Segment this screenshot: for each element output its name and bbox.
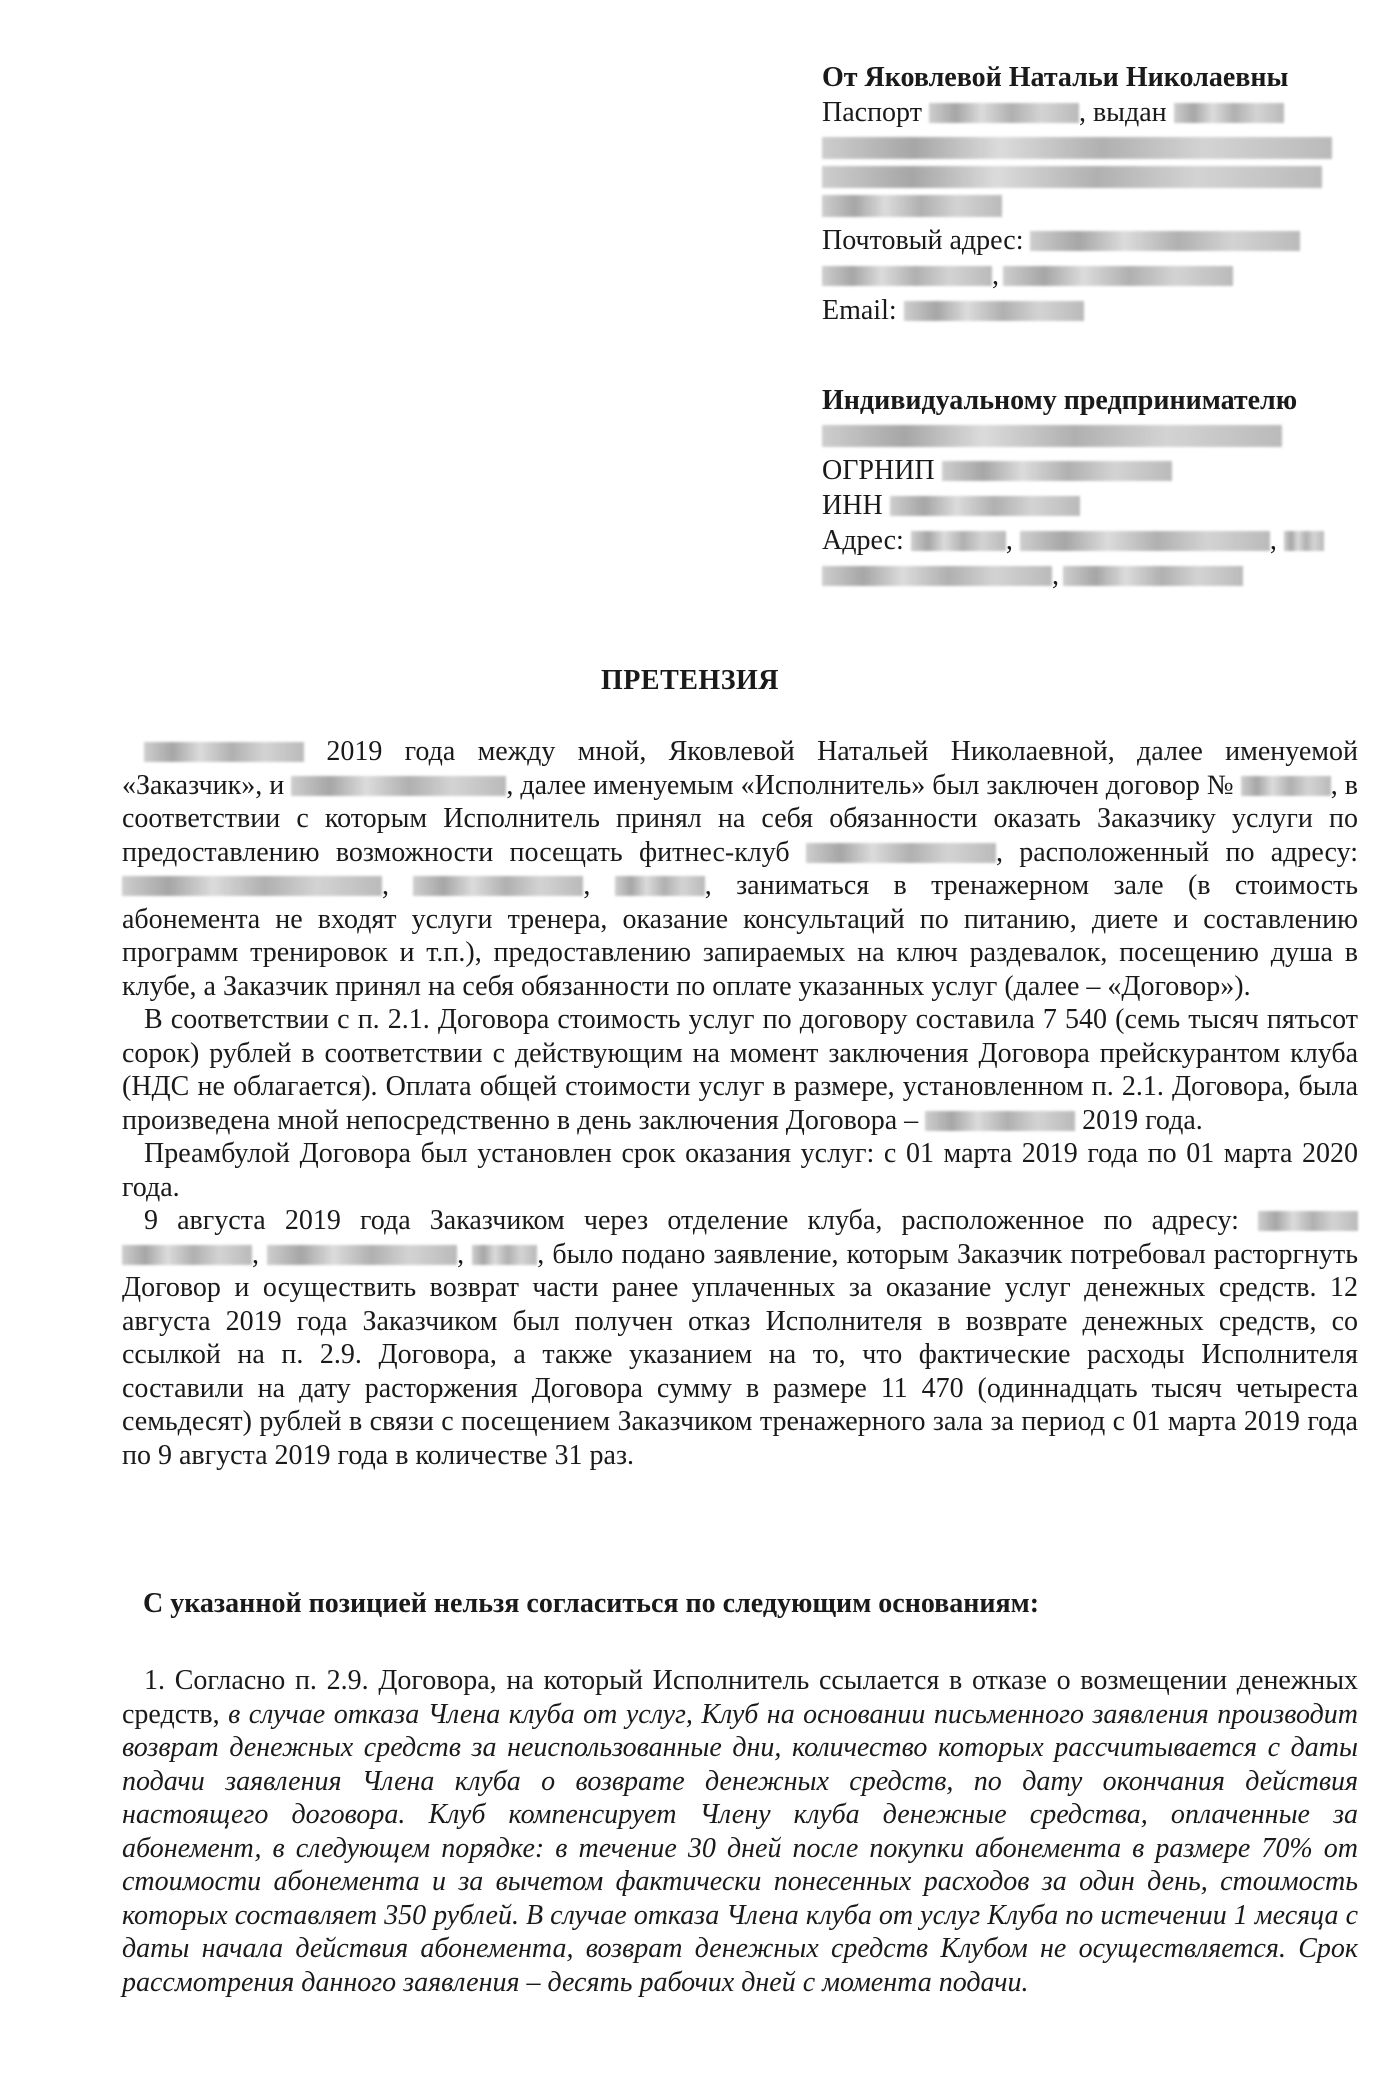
email-label: Email: bbox=[822, 295, 897, 326]
comma: , bbox=[1269, 525, 1277, 556]
postal-address-line-2 bbox=[822, 258, 1342, 293]
redacted-email bbox=[904, 301, 1084, 321]
comma: , bbox=[1005, 525, 1013, 556]
inn-label: ИНН bbox=[822, 490, 883, 521]
passport-line bbox=[822, 95, 1342, 130]
issued-label: , выдан bbox=[1078, 97, 1167, 128]
redacted-issuer-line-1 bbox=[822, 137, 1332, 159]
paragraph-1-text-c: , в соответствии с которым Исполнитель принял на себя обязанности оказать Заказчику услуги по предоставлению возможности посещать фитнес-клуб bbox=[122, 769, 1358, 868]
sender-name: От Яковлевой Натальи Николаевны bbox=[822, 62, 1289, 93]
paragraph-1-text-e: , bbox=[382, 870, 389, 901]
address-line bbox=[822, 523, 1342, 558]
redacted-branch-address-1 bbox=[1258, 1211, 1358, 1231]
redacted-address-5 bbox=[1063, 566, 1243, 586]
redacted-postal-address-2b bbox=[1003, 266, 1233, 286]
redacted-date bbox=[144, 742, 304, 762]
redacted-address-3 bbox=[1284, 531, 1324, 551]
redacted-issuer bbox=[1174, 103, 1284, 123]
redacted-branch-address-4 bbox=[472, 1245, 537, 1265]
redacted-issuer-line-3 bbox=[822, 195, 1002, 217]
redacted-club-address-1 bbox=[122, 876, 382, 896]
redacted-issuer-line-2 bbox=[822, 166, 1322, 188]
inn-line bbox=[822, 488, 1342, 523]
redacted-passport-number bbox=[929, 103, 1079, 123]
paragraph-1-text-b: , далее именуемым «Исполнитель» был заключен договор № bbox=[506, 769, 1234, 801]
item-1-quoted-clause: в случае отказа Члена клуба от услуг, Клуб на основании письменного заявления производит возврат денежных средств за неиспользованные дни, количество которых рассчитывается с даты подачи заявления Члена клуба о возврате денежных средств, по дату окончания действия настоящего договора. Клуб компенсирует Члену клуба денежные средства, оплаченные за абонемент, в следующем порядке: в течение 30 дней после покупки абонемента в размере 70% от стоимости абонемента и за вычетом фактически понесенных расходов за один день, стоимость которых составляет 350 рублей. В случае отказа Члена клуба от услуг Клуба по истечении 1 месяца с даты начала действия абонемента, возврат денежных средств Клубом не осуществляется. Срок рассмотрения данного заявления – десять рабочих дней с момента подачи. bbox=[122, 1698, 1358, 1998]
claim-body bbox=[122, 735, 1358, 1472]
comma: , bbox=[992, 260, 999, 291]
paragraph-1-text-d: , расположенный по адресу: bbox=[995, 836, 1358, 868]
redacted-branch-address-2 bbox=[122, 1245, 252, 1265]
paragraph-4-text-a: 9 августа 2019 года Заказчиком через отделение клуба, расположенное по адресу: bbox=[144, 1205, 1239, 1236]
redacted-address-4 bbox=[822, 566, 1052, 586]
address-label: Адрес: bbox=[822, 525, 904, 556]
paragraph-1 bbox=[122, 735, 1358, 1003]
redacted-postal-address bbox=[1030, 231, 1300, 251]
document-title: ПРЕТЕНЗИЯ bbox=[601, 665, 779, 696]
address-line-2 bbox=[822, 558, 1342, 593]
redacted-branch-address-3 bbox=[267, 1245, 457, 1265]
objection-item-1 bbox=[122, 1664, 1358, 1999]
paragraph-3: Преамбулой Договора был установлен срок оказания услуг: с 01 марта 2019 года по 01 марта 2020 года. bbox=[122, 1138, 1358, 1203]
redacted-address-2 bbox=[1020, 531, 1270, 551]
redacted-club-address-3 bbox=[615, 876, 705, 896]
paragraph-4-text-b: , bbox=[252, 1238, 259, 1270]
paragraph-1-text-f: , bbox=[583, 870, 591, 901]
item-1-plain-text: 1. Согласно п. 2.9. Договора, на который Исполнитель ссылается в отказе о возмещении денежных средств, bbox=[122, 1665, 1358, 1730]
recipient-block bbox=[822, 383, 1342, 593]
item-1-paragraph bbox=[122, 1664, 1358, 1999]
redacted-executor-name bbox=[291, 776, 506, 796]
paragraph-2-text-a: В соответствии с п. 2.1. Договора стоимость услуг по договору составила 7 540 (семь тысяч пятьсот сорок) рублей в соответствии с действующим на момент заключения Договора прейскурантом клуба (НДС не облагается). Оплата общей стоимости услуг в размере, установленном п. 2.1. Договора, была произведена мной непосредственно в день заключения Договора – bbox=[122, 1004, 1358, 1136]
postal-address-line bbox=[822, 223, 1342, 258]
redacted-inn bbox=[890, 496, 1080, 516]
postal-label: Почтовый адрес: bbox=[822, 225, 1024, 256]
paragraph-2 bbox=[122, 1003, 1358, 1137]
email-line bbox=[822, 293, 1342, 328]
sender-block bbox=[822, 60, 1342, 328]
ogrnip-label: ОГРНИП bbox=[822, 455, 935, 486]
paragraph-1-text-a: 2019 года между мной, Яковлевой Натальей Николаевной, далее именуемой «Заказчик», и bbox=[122, 736, 1358, 801]
comma: , bbox=[1052, 560, 1059, 591]
redacted-recipient-name bbox=[822, 425, 1282, 447]
redacted-contract-number bbox=[1241, 776, 1331, 796]
redacted-club-name bbox=[806, 843, 996, 863]
paragraph-2-text-b: 2019 года. bbox=[1082, 1104, 1203, 1136]
passport-label: Паспорт bbox=[822, 97, 922, 128]
redacted-address-1 bbox=[911, 531, 1006, 551]
recipient-title: Индивидуальному предпринимателю bbox=[822, 385, 1298, 416]
ogrnip-line bbox=[822, 453, 1342, 488]
redacted-postal-address-2a bbox=[822, 266, 992, 286]
objection-subheading: С указанной позицией нельзя согласиться по следующим основаниям: bbox=[143, 1588, 1040, 1619]
paragraph-1-text-g: , заниматься в тренажерном зале (в стоимость абонемента не входят услуги тренера, оказание консультаций по питанию, диете и составлению программ тренировок и т.п.), предоставлению запираемых на ключ раздевалок, посещению душа в клубе, а Заказчик принял на себя обязанности по оплате указанных услуг (далее – «Договор»). bbox=[122, 870, 1358, 1002]
paragraph-4-text-c: , bbox=[457, 1238, 465, 1270]
paragraph-4 bbox=[122, 1204, 1358, 1472]
redacted-payment-date bbox=[925, 1111, 1075, 1131]
paragraph-4-text-d: , было подано заявление, которым Заказчик потребовал расторгнуть Договор и осуществить возврат части ранее уплаченных за оказание услуг денежных средств. 12 августа 2019 года Заказчиком был получен отказ Исполнителя в возврате денежных средств, со ссылкой на п. 2.9. Договора, а также указанием на то, что фактические расходы Исполнителя составили на дату расторжения Договора сумму в размере 11 470 (одиннадцать тысяч четыреста семьдесят) рублей в связи с посещением Заказчиком тренажерного зала за период с 01 марта 2019 года по 9 августа 2019 года в количестве 31 раз. bbox=[122, 1238, 1359, 1471]
redacted-club-address-2 bbox=[413, 876, 583, 896]
redacted-ogrnip bbox=[942, 461, 1172, 481]
